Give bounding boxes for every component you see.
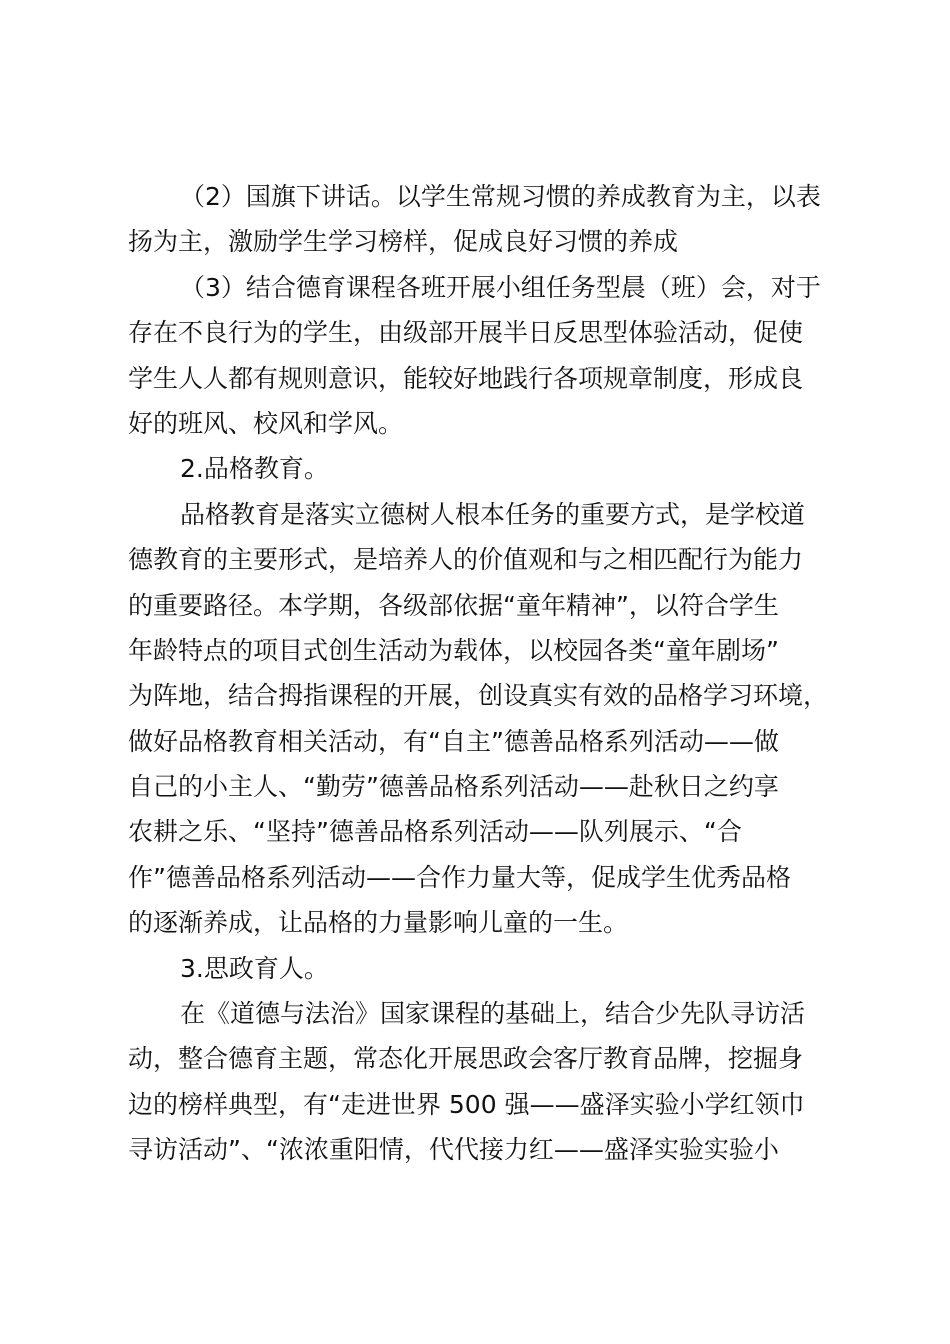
- text-line: （2）国旗下讲话。以学生常规习惯的养成教育为主，以表: [180, 182, 821, 211]
- text-line: 为阵地，结合拇指课程的开展，创设真实有效的品格学习环境，: [128, 681, 829, 711]
- text-line: 德教育的主要形式，是培养人的价值观和与之相匹配行为能力: [128, 545, 804, 575]
- text-line: 做好品格教育相关活动，有“自主”德善品格系列活动——做: [128, 726, 779, 756]
- text-line: 作”德善品格系列活动——合作力量大等，促成学生优秀品格: [128, 862, 791, 892]
- text-line: 存在不良行为的学生，由级部开展半日反思型体验活动，促使: [128, 318, 804, 348]
- section-heading: 3.思政育人。: [180, 953, 329, 983]
- body-text: [128, 174, 848, 1173]
- text-line: 的逐渐养成，让品格的力量影响儿童的一生。: [128, 908, 629, 938]
- text-line: 年龄特点的项目式创生活动为载体，以校园各类“童年剧场”: [128, 635, 779, 665]
- text-line: （3）结合德育课程各班开展小组任务型晨（班）会，对于: [180, 272, 821, 302]
- text-line: 动，整合德育主题，常态化开展思政会客厅教育品牌，挖掘身: [128, 1044, 804, 1074]
- text-line: 学生人人都有规则意识，能较好地践行各项规章制度，形成良: [128, 363, 804, 393]
- text-line: 好的班风、校风和学风。: [128, 408, 404, 438]
- text-line: 品格教育是落实立德树人根本任务的重要方式，是学校道: [180, 499, 806, 529]
- text-line: 自己的小主人、“勤劳”德善品格系列活动——赴秋日之约享: [128, 772, 779, 802]
- text-line: 在《道德与法治》国家课程的基础上，结合少先队寻访活: [180, 999, 806, 1029]
- text-line: 边的榜样典型，有“走进世界 500 强——盛泽实验小学红领巾: [128, 1089, 805, 1119]
- text-line: 的重要路径。本学期，各级部依据“童年精神”，以符合学生: [128, 590, 779, 620]
- text-line: 扬为主，激励学生学习榜样，促成良好习惯的养成: [128, 227, 679, 257]
- text-line: 农耕之乐、“坚持”德善品格系列活动——队列展示、“合: [128, 817, 742, 847]
- section-heading: 2.品格教育。: [180, 454, 329, 484]
- text-line: 寻访活动”、“浓浓重阳情，代代接力红——盛泽实验实验小: [128, 1135, 779, 1165]
